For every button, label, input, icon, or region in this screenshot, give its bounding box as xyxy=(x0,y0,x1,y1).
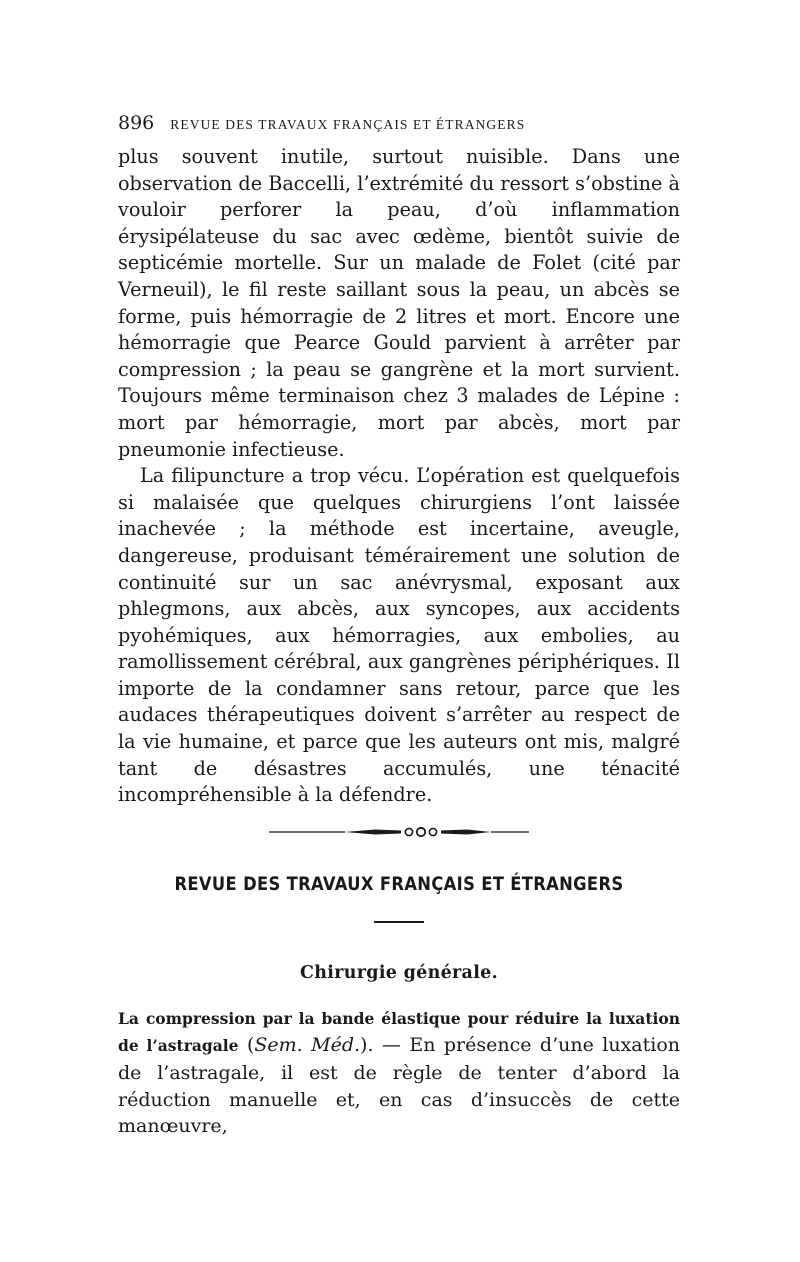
paragraph-filipuncture: La filipuncture a trop vécu. L’opération est quelquefois si malaisée que quelques chirurgiens l’ont laissée inachevée ; la méthode est incertaine, aveugle, dangereuse, produisant témérairement une solution de continuité sur un sac anévrysmal, exposant aux phlegmons, aux abcès, aux syncopes, aux accidents pyohémiques, aux hémorragies, aux embolies, au ramollissement cérébral, aux gangrènes périphériques. Il importe de la condamner sans retour, parce que les audaces thérapeutiques doivent s’arrêter au respect de la vie humaine, et parce que les auteurs ont mis, malgré tant de désastres accumulés, une ténacité incompréhensible à la défendre. xyxy=(118,464,680,807)
article-source-open: ( xyxy=(238,1034,255,1057)
running-title: REVUE DES TRAVAUX FRANÇAIS ET ÉTRANGERS xyxy=(170,117,526,132)
section-divider xyxy=(374,921,424,923)
article-text: En présence d’une luxation de l’astragale, il est de règle de tenter d’abord la réduction manuelle et, en cas d’insuccès de cette manœuvre, xyxy=(118,1034,681,1138)
article-source: Sem. Méd. xyxy=(254,1034,361,1057)
article-source-close: ). — xyxy=(360,1034,410,1057)
article-lead: La compression par la bande élastique pour réduire la luxation de l’astragale xyxy=(118,1008,680,1056)
subsection-title: Chirurgie générale. xyxy=(300,962,498,983)
paragraph-continuation: plus souvent inutile, surtout nuisible. Dans une observation de Baccelli, l’extrémité du ressort s’obstine à vouloir perforer la peau, d’où inflammation érysipélateuse du sac avec œdème, bientôt suivie de septicémie mortelle. Sur un malade de Folet (cité par Verneuil), le fil reste saillant sous la peau, un abcès se forme, puis hémorragie de 2 litres et mort. Encore une hémorragie que Pearce Gould parvient à arrêter par compression ; la peau se gangrène et la mort survient. Toujours même terminaison chez 3 malades de Lépine : mort par hémorragie, mort par abcès, mort par pneumonie infectieuse. xyxy=(118,145,680,461)
section-title: REVUE DES TRAVAUX FRANÇAIS ET ÉTRANGERS xyxy=(174,872,624,895)
article-paragraph xyxy=(118,1005,680,1140)
page-number: 896 xyxy=(118,112,155,134)
body-text xyxy=(118,144,680,809)
running-header xyxy=(118,112,680,144)
ornamental-divider-icon xyxy=(269,825,529,839)
book-page xyxy=(118,112,680,1140)
